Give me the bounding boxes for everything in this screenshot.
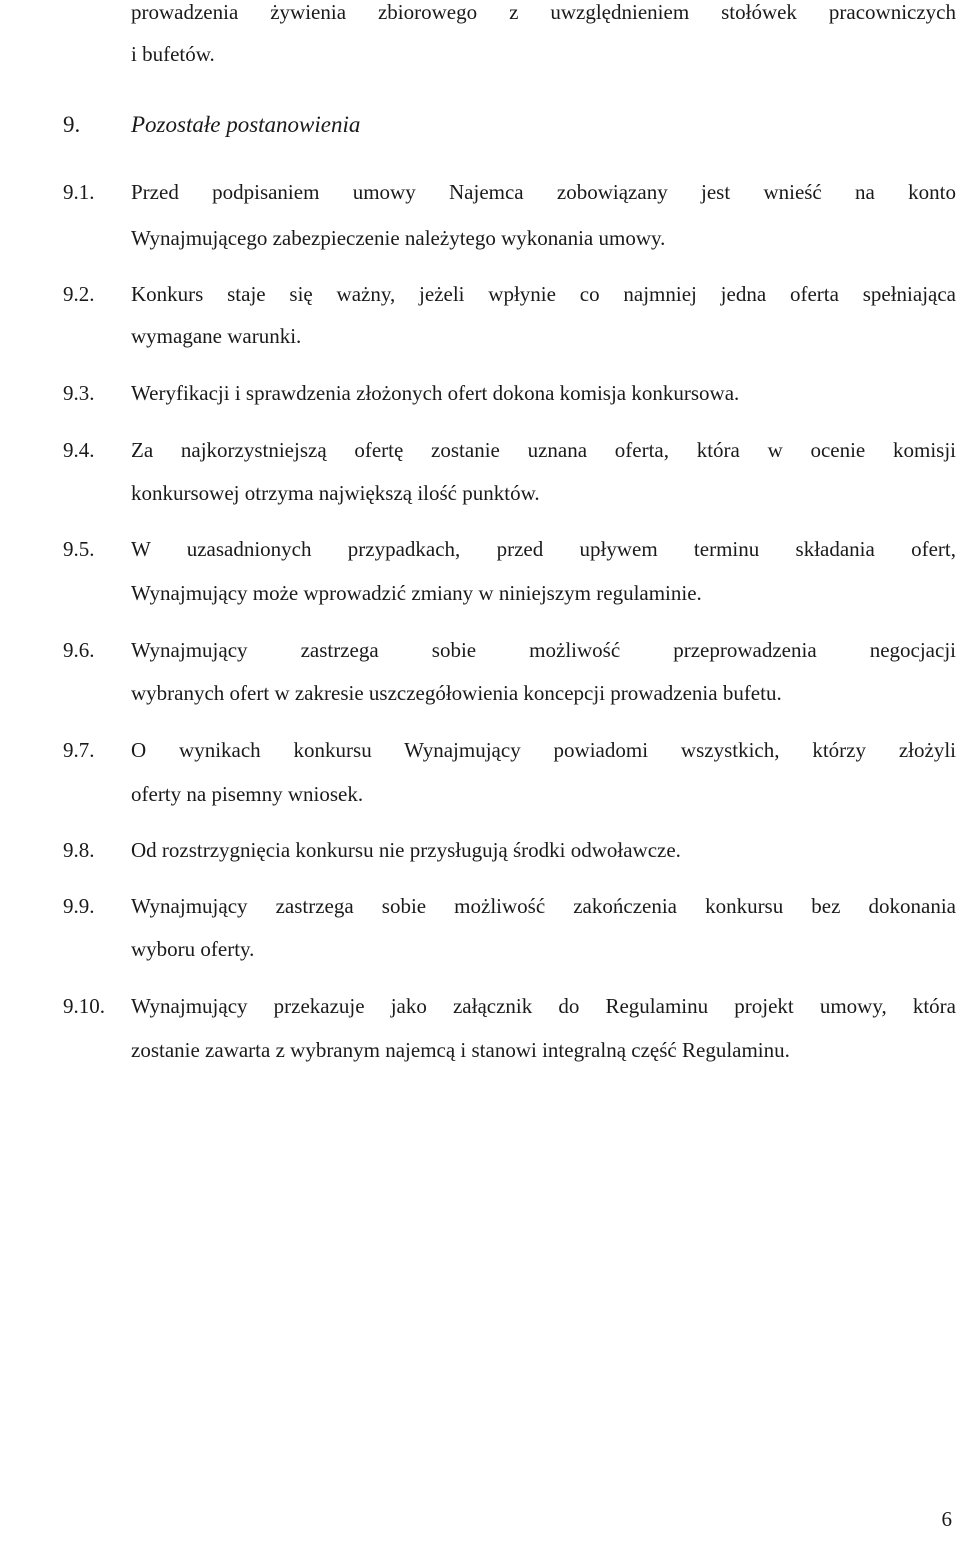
item-number: 9.4. (63, 438, 95, 462)
item-number: 9.5. (63, 537, 95, 561)
intro-line-1: prowadzenia żywienia zbiorowego z uwzględnieniem stołówek pracowniczych (131, 0, 956, 24)
item-number: 9.8. (63, 838, 95, 862)
page-number: 6 (941, 1507, 952, 1531)
item-number: 9.2. (63, 282, 95, 306)
item-text-line: Przed podpisaniem umowy Najemca zobowiązany jest wnieść na konto (131, 180, 956, 204)
section-title: Pozostałe postanowienia (131, 112, 361, 137)
item-number: 9.1. (63, 180, 95, 204)
item-text-line: O wynikach konkursu Wynajmujący powiadomi wszystkich, którzy złożyli (131, 738, 956, 762)
item-text-line: Weryfikacji i sprawdzenia złożonych ofert dokona komisja konkursowa. (131, 381, 740, 405)
item-text-line: wyboru oferty. (131, 937, 255, 961)
item-number: 9.6. (63, 638, 95, 662)
section-number: 9. (63, 112, 81, 137)
item-number: 9.9. (63, 894, 95, 918)
item-text-line: Wynajmującego zabezpieczenie należytego wykonania umowy. (131, 226, 666, 250)
item-number: 9.10. (63, 994, 105, 1018)
item-text-line: Wynajmujący zastrzega sobie możliwość przeprowadzenia negocjacji (131, 638, 956, 662)
item-text-line: Za najkorzystniejszą ofertę zostanie uznana oferta, która w ocenie komisji (131, 438, 956, 462)
item-text-line: konkursowej otrzyma największą ilość punktów. (131, 481, 540, 505)
item-number: 9.3. (63, 381, 95, 405)
item-text-line: zostanie zawarta z wybranym najemcą i stanowi integralną część Regulaminu. (131, 1038, 790, 1062)
item-text-line: Od rozstrzygnięcia konkursu nie przysługują środki odwoławcze. (131, 838, 681, 862)
item-text-line: wybranych ofert w zakresie uszczegółowienia koncepcji prowadzenia bufetu. (131, 681, 782, 705)
item-text-line: Wynajmujący zastrzega sobie możliwość zakończenia konkursu bez dokonania (131, 894, 956, 918)
item-text-line: Wynajmujący może wprowadzić zmiany w niniejszym regulaminie. (131, 581, 702, 605)
item-text-line: oferty na pisemny wniosek. (131, 782, 364, 806)
item-text-line: Wynajmujący przekazuje jako załącznik do Regulaminu projekt umowy, która (131, 994, 956, 1018)
section-heading (63, 110, 360, 140)
item-text-line: Konkurs staje się ważny, jeżeli wpłynie co najmniej jedna oferta spełniająca (131, 282, 956, 306)
intro-line-2: i bufetów. (131, 42, 215, 66)
item-text-line: W uzasadnionych przypadkach, przed upływem terminu składania ofert, (131, 537, 956, 561)
item-text-line: wymagane warunki. (131, 324, 302, 348)
item-number: 9.7. (63, 738, 95, 762)
